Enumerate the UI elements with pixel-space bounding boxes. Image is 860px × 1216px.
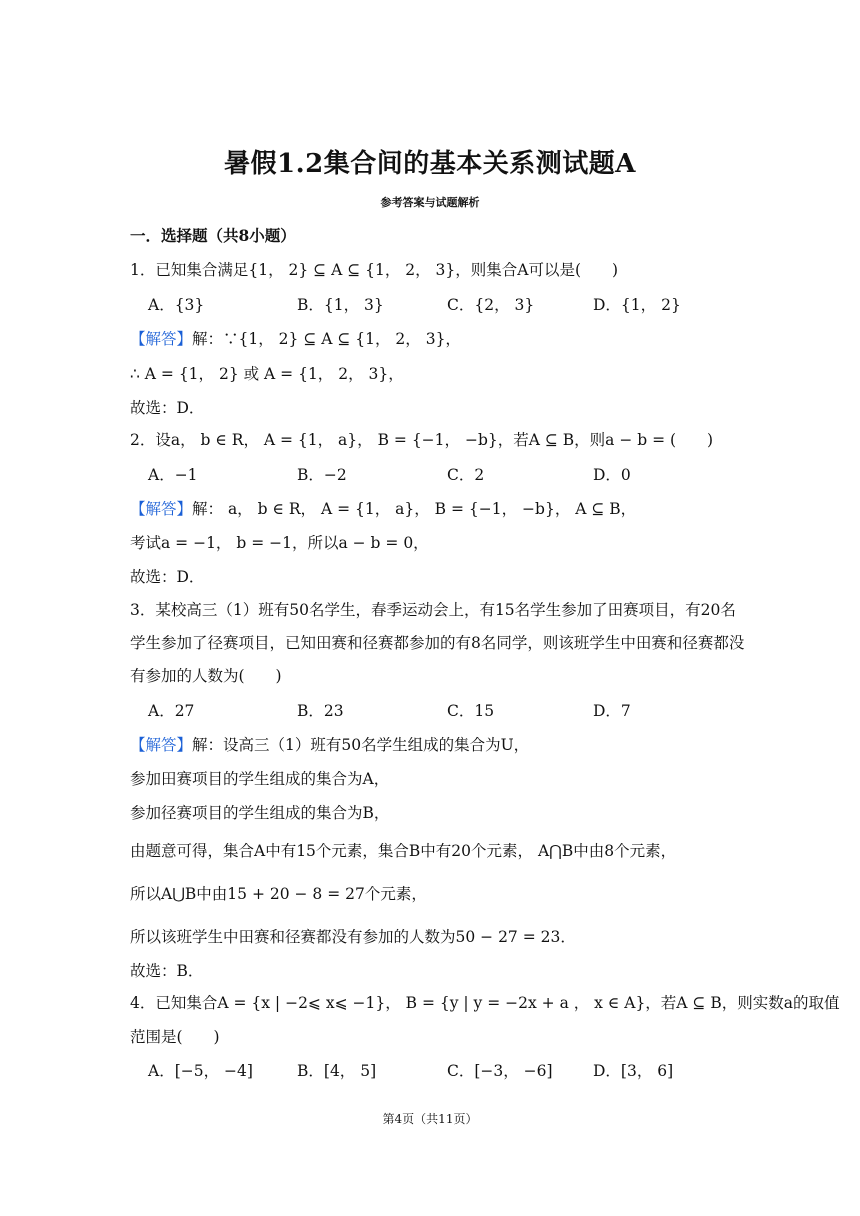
q4-option-b: B．[4， 5] [297,1062,377,1080]
q1-solution-line-2: ∴ A = {1， 2} 或 A = {1， 2， 3}， [130,365,404,383]
q2-option-c: C．2 [447,466,485,484]
question-3-stem-line-3: 有参加的人数为( ) [130,667,282,685]
q3-solution-line-7: 故选：B． [130,962,204,980]
page-subtitle: 参考答案与试题解析 [380,196,480,209]
q2-option-d: D．0 [593,466,631,484]
q4-option-a: A．[−5， −4] [148,1062,253,1080]
question-1-stem: 1．已知集合满足{1， 2} ⊆ A ⊆ {1， 2， 3}，则集合A可以是( ) [130,261,619,279]
q3-solution-line-4: 由题意可得，集合A中有15个元素，集合B中有20个元素， A⋂B中由8个元素， [130,842,677,860]
q1-option-c: C．{2， 3} [447,296,535,314]
answer-tag: 【解答】 [130,500,193,518]
question-4-stem-line-2: 范围是( ) [130,1028,220,1046]
q3-solution-line-2: 参加田赛项目的学生组成的集合为A， [130,770,390,788]
q3-solution-line-3: 参加径赛项目的学生组成的集合为B， [130,804,390,822]
q3-option-a: A．27 [148,702,195,720]
q3-solution-line-1: 【解答】解：设高三（1）班有50名学生组成的集合为U， [130,736,530,754]
q2-option-a: A．−1 [148,466,198,484]
q3-option-b: B．23 [297,702,344,720]
question-3-stem-line-2: 学生参加了径赛项目，已知田赛和径赛都参加的有8名同学，则该班学生中田赛和径赛都没 [130,634,745,652]
question-2-stem: 2．设a， b ∈ R， A = {1， a}， B = {−1， −b}，若A ⊆ B，则a − b = ( ) [130,431,714,449]
q2-solution-line-2: 考试a = −1， b = −1，所以a − b = 0， [130,534,429,552]
q3-option-d: D．7 [593,702,631,720]
q3-option-c: C．15 [447,702,495,720]
section-heading: 一．选择题（共8小题） [130,226,296,245]
q4-option-d: D．[3， 6] [593,1062,674,1080]
q1-solution-line-1: 【解答】解：∵{1， 2} ⊆ A ⊆ {1， 2， 3}， [130,330,461,348]
q3-solution-line-5: 所以A⋃B中由15 + 20 − 8 = 27个元素， [130,885,427,903]
answer-tag: 【解答】 [130,330,193,348]
answer-tag: 【解答】 [130,736,193,754]
page-footer: 第4页（共11页） [382,1112,478,1126]
q1-option-d: D．{1， 2} [593,296,681,314]
q1-option-a: A．{3} [148,296,205,314]
question-3-stem-line-1: 3．某校高三（1）班有50名学生，春季运动会上，有15名学生参加了田赛项目，有20名 [130,601,736,619]
q3-solution-line-6: 所以该班学生中田赛和径赛都没有参加的人数为50 − 27 = 23． [130,928,576,946]
page-title: 暑假1.2集合间的基本关系测试题A [224,149,636,179]
q1-solution-line-3: 故选：D． [130,399,205,417]
q2-option-b: B．−2 [297,466,347,484]
q2-solution-line-1: 【解答】解： a， b ∈ R， A = {1， a}， B = {−1， −b}， A ⊆ B， [130,500,637,518]
q1-option-b: B．{1， 3} [297,296,384,314]
q4-option-c: C．[−3， −6] [447,1062,553,1080]
question-4-stem-line-1: 4．已知集合A = {x | −2⩽ x⩽ −1}， B = {y | y = −2x + a ， x ∈ A}，若A ⊆ B，则实数a的取值 [130,994,840,1012]
q2-solution-line-3: 故选：D． [130,568,205,586]
